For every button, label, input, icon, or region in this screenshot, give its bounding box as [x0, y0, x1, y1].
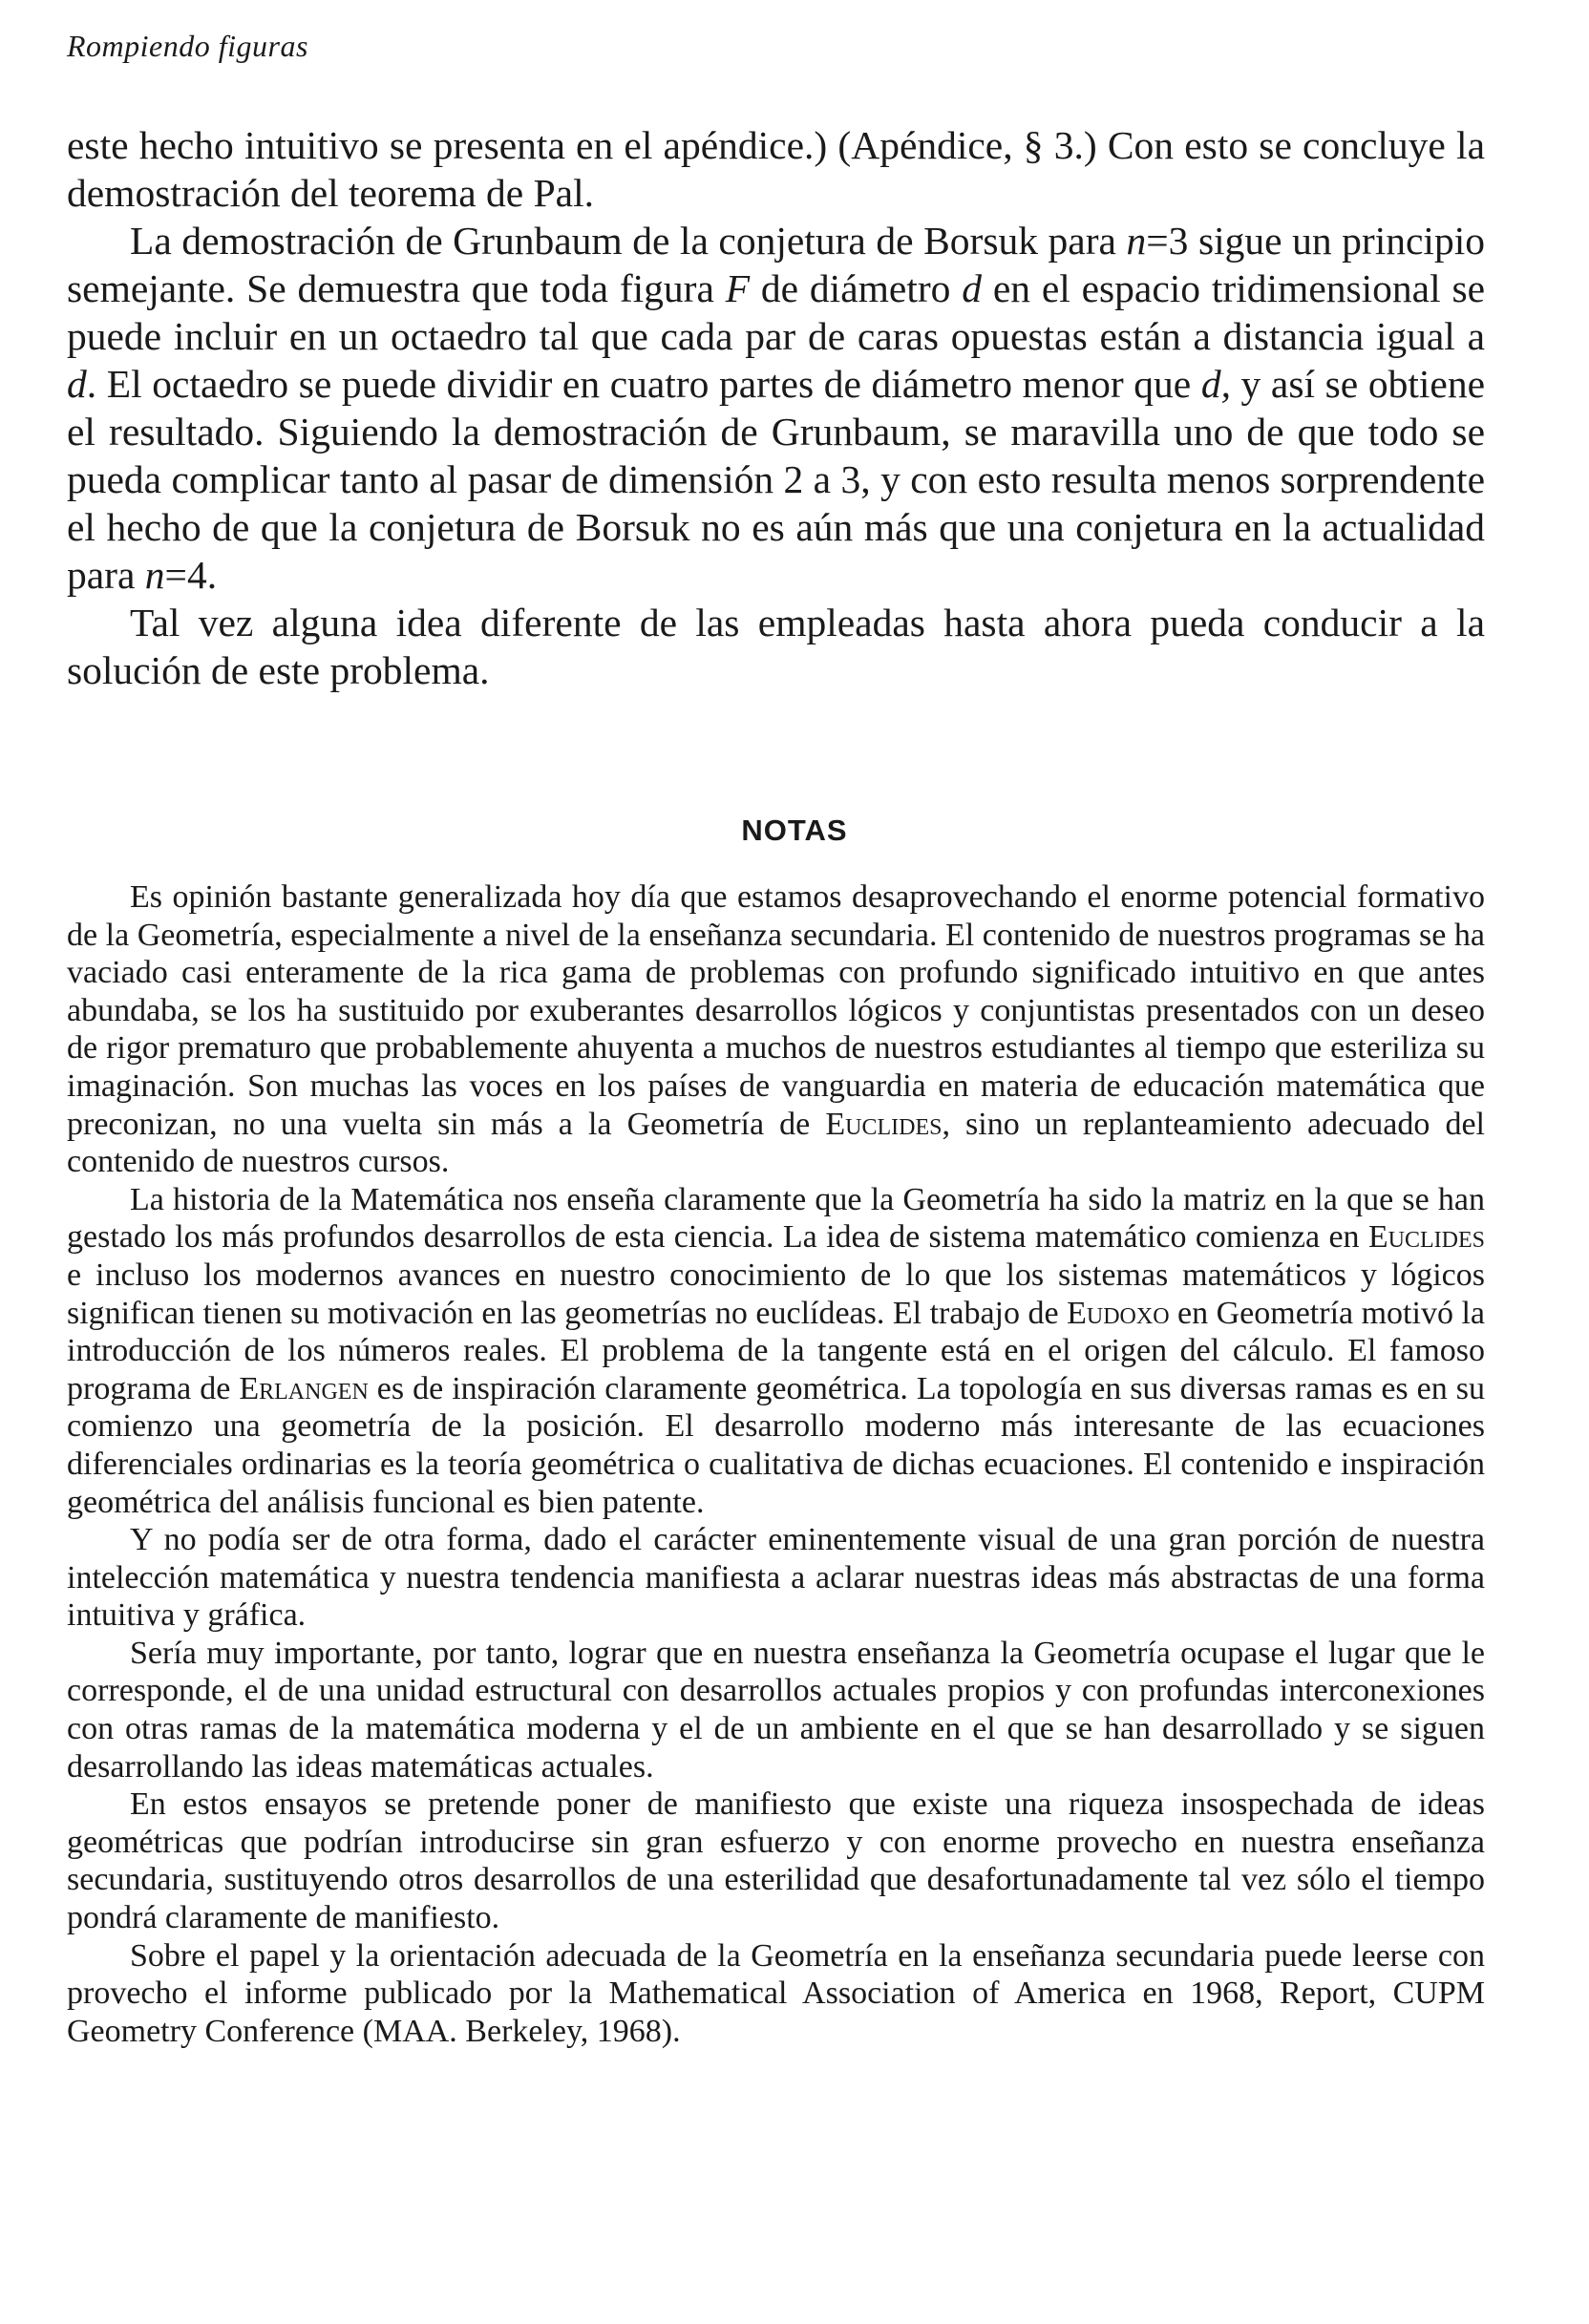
math-variable-f: F — [725, 266, 751, 310]
text-run: =3 sigue un principio semejante. Se demuestra que toda figura — [67, 219, 1485, 310]
note-paragraph: Sería muy importante, por tanto, lograr que en nuestra enseñanza la Geometría ocupase el lugar que le corresponde, el de una unidad estructural con desarrollos actuales propios y con profundas interconexiones con otras ramas de la matemática moderna y el de un ambiente en el que se han desarrollado y se siguen desarrollando las ideas matemáticas actuales. — [67, 1635, 1485, 1785]
note-paragraph — [67, 1181, 1485, 1521]
math-variable-d: d — [67, 362, 87, 406]
author-name: Euclides — [825, 1106, 943, 1142]
note-paragraph: En estos ensayos se pretende poner de manifiesto que existe una riqueza insospechada de ideas geométricas que podrían introducirse sin gran esfuerzo y con enorme provecho en nuestra enseñanza secundaria, sustituyendo otros desarrollos de una esterilidad que desafortunadamente tal vez sólo el tiempo pondrá claramente de manifiesto. — [67, 1786, 1485, 1936]
author-name: Euclides — [1367, 1219, 1485, 1256]
text-run: Es opinión bastante generalizada hoy día que estamos desaprovechando el enorme potencial formativo de la Geometría, especialmente a nivel de la enseñanza secundaria. El contenido de nuestros programas se ha vaciado casi enteramente de la rica gama de problemas con profundo significado intuitivo en que antes abundaba, se los ha sustituido por exuberantes desarrollos lógicos y conjuntistas presentados con un deseo de rigor prematuro que probablemente ahuyenta a muchos de nuestros estudiantes al tiempo que esteriliza su imaginación. Son muchas las voces en los países de vanguardia en materia de educación matemática que preconizan, no una vuelta sin más a la Geometría de — [67, 879, 1485, 1142]
math-variable-n: n — [144, 553, 165, 597]
main-text — [67, 121, 1485, 694]
text-run: =4. — [164, 553, 218, 597]
text-run: y así se obtiene el resultado. Siguiendo la demostración de Grunbaum, se maravilla uno de que todo se pueda complicar tanto al pasar de dimensión 2 a 3, y con esto resulta menos sorprendente el hecho de que la conjetura de Borsuk no es aún más que una conjetura en la actualidad para — [67, 362, 1485, 597]
author-name: Eudoxo — [1067, 1295, 1170, 1331]
text-run: La demostración de Grunbaum de la conjetura de Borsuk para — [130, 219, 1127, 263]
running-head: Rompiendo figuras — [67, 29, 308, 63]
note-paragraph: Sobre el papel y la orientación adecuada de la Geometría en la enseñanza secundaria puede leerse con provecho el informe publicado por la Mathematical Association of America en 1968, Report, CUPM Geometry Conference (MAA. Berkeley, 1968). — [67, 1937, 1485, 2049]
notes-section — [67, 878, 1485, 2050]
program-name: Erlangen — [239, 1370, 369, 1406]
text-run: e incluso los modernos avances en nuestro conocimiento de lo que los sistemas matemáticos y lógicos significan tienen su motivación en las geometrías no euclídeas. El trabajo de — [67, 1257, 1485, 1331]
text-run: en el espacio tridimensional se puede incluir en un octaedro tal que cada par de caras opuestas están a distancia igual a — [67, 266, 1486, 358]
note-paragraph: Y no podía ser de otra forma, dado el carácter eminentemente visual de una gran porción de nuestra intelección matemática y nuestra tendencia manifiesta a aclarar nuestras ideas más abstractas de una forma intuitiva y gráfica. — [67, 1522, 1485, 1634]
text-run: en Geometría motivó la introducción de los números reales. El problema de la tangente está en el origen del cálculo. El famoso programa de — [67, 1295, 1485, 1406]
notes-heading: NOTAS — [741, 813, 848, 847]
math-variable-d: d, — [1200, 362, 1231, 406]
text-run: , sino un replanteamiento adecuado del contenido de nuestros cursos. — [67, 1106, 1486, 1180]
text-run: de diámetro — [750, 266, 963, 310]
math-variable-n: n — [1126, 219, 1147, 263]
paragraph-closing: Tal vez alguna idea diferente de las empleadas hasta ahora pueda conducir a la solución de este problema. — [67, 601, 1485, 692]
paragraph-continuation: este hecho intuitivo se presenta en el apéndice.) (Apéndice, § 3.) Con esto se concluye la demostración del teorema de Pal. — [67, 123, 1485, 215]
paragraph-grunbaum-proof — [67, 217, 1485, 599]
text-run: . El octaedro se puede dividir en cuatro partes de diámetro menor que — [86, 362, 1201, 406]
math-variable-d: d — [962, 266, 983, 310]
note-paragraph — [67, 878, 1485, 1181]
text-run: La historia de la Matemática nos enseña claramente que la Geometría ha sido la matriz en la que se han gestado los más profundos desarrollos de esta ciencia. La idea de sistema matemático comienza en — [67, 1181, 1485, 1256]
text-run: es de inspiración claramente geométrica. La topología en sus diversas ramas es en su comienzo una geometría de la posición. El desarrollo moderno más interesante de las ecuaciones diferenciales ordinarias es la teoría geométrica o cualitativa de dichas ecuaciones. El contenido e inspiración geométrica del análisis funcional es bien patente. — [67, 1370, 1485, 1520]
